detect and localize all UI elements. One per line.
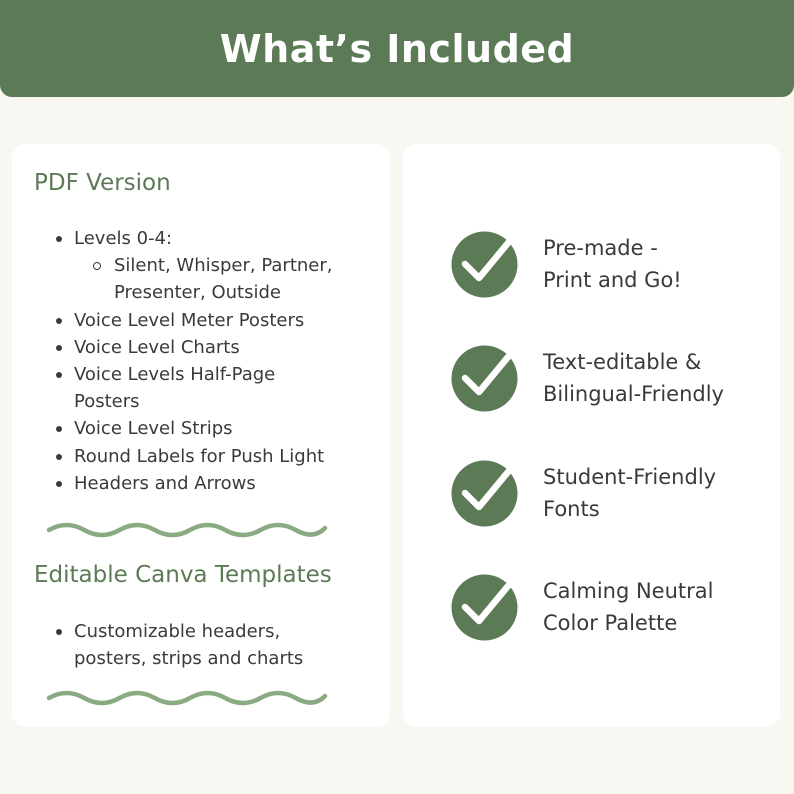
feature-item [451, 342, 771, 412]
check-circle-icon [451, 460, 518, 527]
list-item-label: Headers and Arrows [74, 472, 256, 494]
list-item [52, 443, 380, 470]
feature-line: Text-editable & [543, 350, 702, 374]
list-item-label: Levels 0-4: [74, 228, 173, 249]
list-item-label: Voice Level Charts [74, 336, 240, 358]
feature-line: Print and Go! [543, 268, 682, 292]
sub-item-label: Silent, Whisper, Partner, [114, 255, 333, 277]
check-circle-icon [451, 231, 518, 298]
list-item-label-continued: Posters [74, 391, 140, 413]
pdf-version-heading: PDF Version [34, 170, 171, 196]
list-item [52, 618, 380, 672]
list-item [52, 470, 380, 497]
included-items-card [12, 144, 390, 727]
features-card [403, 144, 780, 727]
list-item [52, 225, 380, 252]
list-item-label: Round Labels for Push Light [74, 445, 325, 467]
feature-line: Bilingual-Friendly [543, 382, 724, 406]
canva-items-list [52, 618, 380, 672]
list-item-label: Voice Level Meter Posters [74, 309, 305, 331]
page-title: What’s Included [219, 26, 575, 71]
list-item [52, 415, 380, 442]
sub-list-item-continued [52, 279, 380, 306]
feature-line: Student-Friendly [543, 465, 717, 489]
feature-line: Pre-made - [543, 236, 658, 260]
sub-list-item [52, 252, 380, 279]
feature-item [451, 571, 771, 641]
list-item [52, 334, 380, 361]
feature-text [543, 346, 724, 410]
list-item-label: Voice Level Strips [74, 418, 233, 440]
check-circle-icon [451, 345, 518, 412]
wavy-divider [46, 520, 328, 540]
list-item [52, 361, 380, 415]
feature-line: Calming Neutral [543, 579, 714, 603]
header-banner [0, 0, 794, 97]
list-item-label: Customizable headers, [74, 621, 281, 642]
wavy-divider [46, 688, 328, 708]
feature-line: Fonts [543, 497, 600, 521]
canva-templates-heading: Editable Canva Templates [34, 562, 332, 588]
list-item-label: Voice Levels Half-Page [74, 364, 276, 386]
feature-text [543, 232, 682, 296]
list-item [52, 307, 380, 334]
feature-item [451, 228, 771, 298]
pdf-items-list [52, 225, 380, 497]
feature-text [543, 575, 713, 639]
list-item-label-continued: posters, strips and charts [74, 648, 304, 670]
feature-item [451, 457, 771, 527]
sub-item-label: Presenter, Outside [114, 282, 281, 304]
check-circle-icon [451, 574, 518, 641]
feature-line: Color Palette [543, 611, 678, 635]
feature-text [543, 461, 716, 525]
